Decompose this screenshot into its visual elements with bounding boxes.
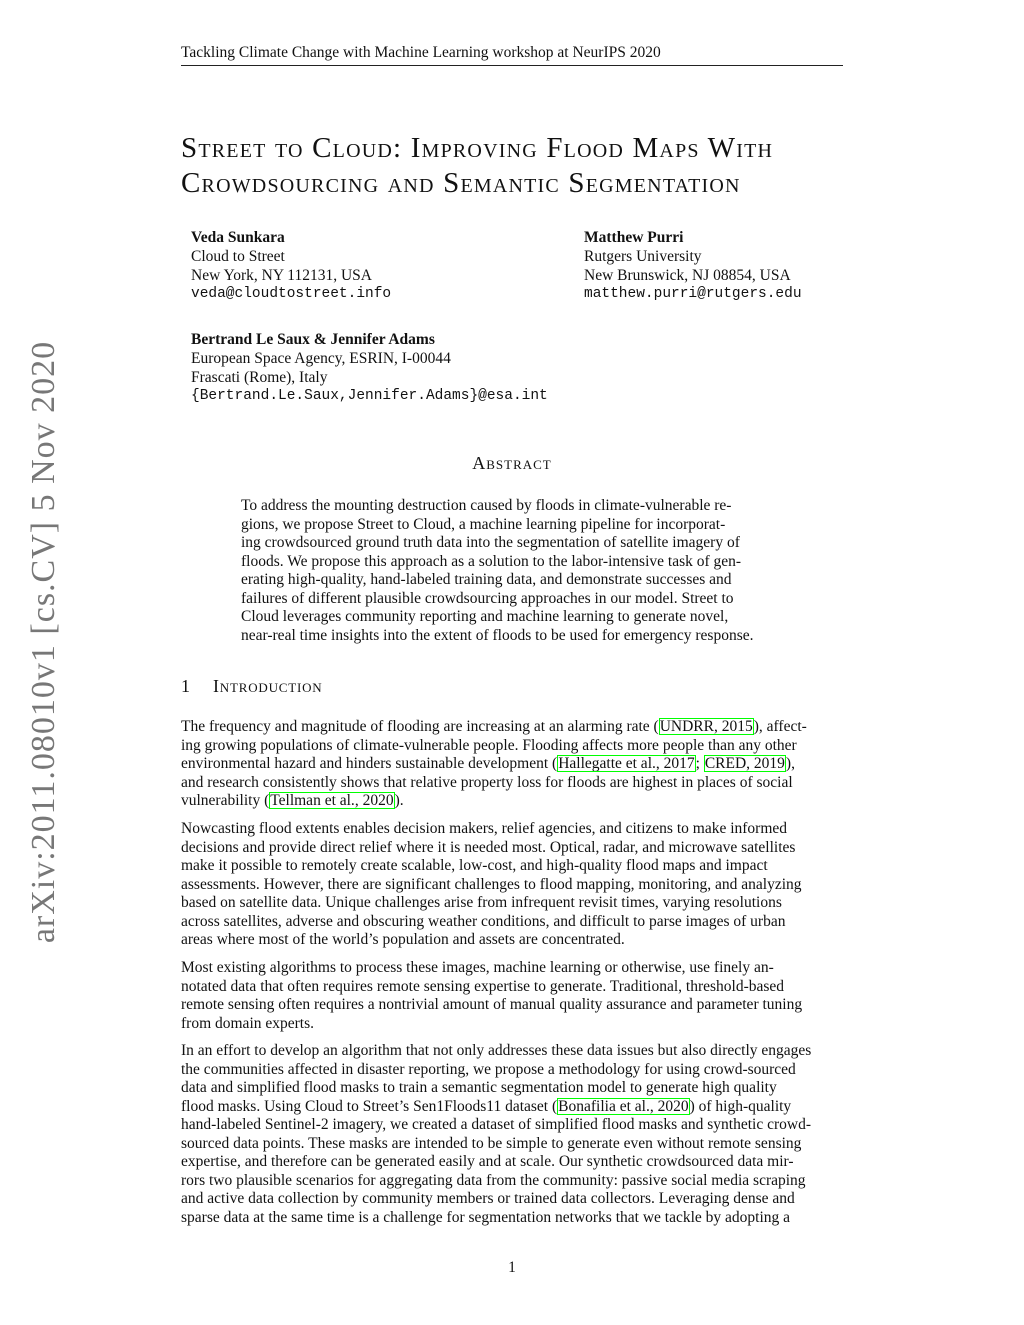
author-email: matthew.purri@rutgers.edu [584,286,802,302]
text-run: environmental hazard and hinders sustainable development ( [181,755,558,772]
paragraph-line: and research consistently shows that relative property loss for floods are highest in places of social [181,773,793,791]
author-name: Bertrand Le Saux & Jennifer Adams [191,331,435,348]
text-run: flood masks. Using Cloud to Street’s Sen1Floods11 dataset ( [181,1097,558,1115]
citation-separator: , [746,755,754,772]
section-title: Introduction [213,676,323,696]
citation-author: Bonafilia et al. [558,1097,650,1115]
text-run: vulnerability ( [181,792,270,809]
abstract-line: erating high-quality, hand-labeled training data, and demonstrate successes and [241,571,732,588]
header-rule [181,65,843,66]
paragraph-line: make it possible to remotely create scalable, low-cost, and high-quality flood maps and impact [181,857,768,874]
paragraph-line: across satellites, adverse and obscuring weather conditions, and difficult to parse images of urban [181,912,786,930]
paragraph-line: In an effort to develop an algorithm that not only addresses these data issues but also directly engages [181,1042,812,1059]
paragraph-line: remote sensing often requires a nontrivial amount of manual quality assurance and parameter tuning [181,996,803,1013]
citation-author: CRED [704,755,747,772]
intro-paragraph-3 [181,959,843,1033]
citation-year: 2020 [657,1097,689,1115]
citation-separator: , [354,792,363,809]
author-name: Matthew Purri [584,229,684,246]
paragraph-line [181,792,843,811]
text-run: The frequency and magnitude of flooding are increasing at an alarming rate ( [181,718,659,735]
citation-link[interactable] [704,755,786,772]
paragraph-line: hand-labeled Sentinel-2 imagery, we created a dataset of simplified flood masks and synthetic crowd- [181,1116,811,1133]
paragraph-line: and active data collection by community members or trained data collectors. Leveraging dense and [181,1190,795,1207]
author-name: Veda Sunkara [191,229,285,246]
paragraph-line: decisions and provide direct relief where it is needed most. Optical, radar, and microwave satellites [181,838,796,856]
arxiv-stamp-text: arXiv:2011.08010v1 [cs.CV] 5 Nov 2020 [25,340,62,944]
text-run: ). [394,792,404,809]
abstract-line: gions, we propose Street to Cloud, a machine learning pipeline for incorporat- [241,515,726,533]
paragraph-line: areas where most of the world’s population and assets are concentrated. [181,931,625,948]
text-run: ) of high-quality [689,1097,792,1115]
author-affiliation: European Space Agency, ESRIN, I-00044 [191,350,451,367]
text-run: ; [695,755,704,772]
paragraph-line [181,755,843,774]
citation-author: Tellman et al. [270,792,355,809]
intro-paragraph-2 [181,820,843,950]
abstract-line: near-real time insights into the extent of floods to be used for emergency response. [241,626,754,644]
citation-year: 2020 [362,792,394,809]
abstract-body [241,497,784,645]
author-email: {Bertrand.Le.Saux,Jennifer.Adams}@esa.int [191,388,548,404]
citation-link[interactable] [557,1098,689,1115]
citation-year: 2019 [753,755,785,772]
abstract-line: ing crowdsourced ground truth data into the segmentation of satellite imagery of [241,534,740,551]
abstract-line: failures of different plausible crowdsourcing approaches in our model. Street to [241,589,734,607]
abstract-line: floods. We propose this approach as a solution to the labor-intensive task of gen- [241,552,742,570]
paragraph-line: Nowcasting flood extents enables decision makers, relief agencies, and citizens to make informed [181,820,788,837]
section-heading-introduction [181,675,322,697]
author-email: veda@cloudtostreet.info [191,286,392,302]
author-block-1 [191,228,391,304]
paragraph-line: notated data that often requires remote sensing expertise to generate. Traditional, threshold-based [181,977,785,995]
citation-author: UNDRR [659,718,714,735]
abstract-line: To address the mounting destruction caused by floods in climate-vulnerable re- [241,497,732,514]
paragraph-line: assessments. However, there are significant challenges to flood mapping, monitoring, and analyzing [181,875,802,893]
author-affiliation: Cloud to Street [191,248,285,265]
title-line-2: Crowdsourcing and Semantic Segmentation [181,167,741,199]
paragraph-line [181,1098,843,1117]
author-block-2 [584,228,802,304]
paragraph-line: expertise, and therefore can be generated easily and at scale. Our synthetic crowdsourced data mir- [181,1153,794,1170]
running-header: Tackling Climate Change with Machine Learning workshop at NeurIPS 2020 [181,44,661,61]
abstract-heading: Abstract [472,453,552,473]
paragraph-line: data and simplified flood masks to train a semantic segmentation model to generate high quality [181,1079,777,1096]
author-affiliation: Rutgers University [584,248,702,265]
citation-link[interactable] [557,755,695,772]
citation-link[interactable] [269,792,394,809]
paragraph-line: from domain experts. [181,1014,315,1032]
citation-link[interactable] [659,718,754,735]
author-block-3 [191,330,548,406]
citation-year: 2017 [663,755,695,772]
section-number: 1 [181,676,191,696]
paragraph-line [181,718,843,737]
citation-year: 2015 [721,718,753,735]
citation-separator: , [713,718,722,735]
author-address: New Brunswick, NJ 08854, USA [584,267,791,284]
intro-paragraph-4 [181,1042,843,1227]
author-address: New York, NY 112131, USA [191,267,372,284]
intro-paragraph-1 [181,718,843,811]
text-run: ), [785,755,795,772]
paragraph-line: the communities affected in disaster reporting, we propose a methodology for using crowd-sourced [181,1060,796,1078]
page-number: 1 [508,1259,516,1276]
citation-separator: , [649,1097,658,1115]
text-run: ), affect- [753,718,807,735]
paragraph-line: based on satellite data. Unique challenges arise from infrequent revisit times, varying resolutions [181,894,782,911]
paragraph-line: sparse data at the same time is a challenge for segmentation networks that we tackle by adopting a [181,1208,791,1226]
citation-separator: , [655,755,664,772]
paragraph-line: rors two plausible scenarios for aggregating data from the community: passive social media scraping [181,1171,806,1189]
paragraph-line: ing growing populations of climate-vulnerable people. Flooding affects more people than any other [181,736,797,754]
author-address: Frascati (Rome), Italy [191,369,328,386]
title-line-1: Street to Cloud: Improving Flood Maps With [181,132,774,164]
paper-title [181,131,851,201]
paragraph-line: Most existing algorithms to process these images, machine learning or otherwise, use finely an- [181,959,774,976]
citation-author: Hallegatte et al. [558,755,656,772]
paragraph-line: sourced data points. These masks are intended to be simple to generate even without remote sensing [181,1134,802,1152]
abstract-line: Cloud leverages community reporting and machine learning to generate novel, [241,608,729,625]
